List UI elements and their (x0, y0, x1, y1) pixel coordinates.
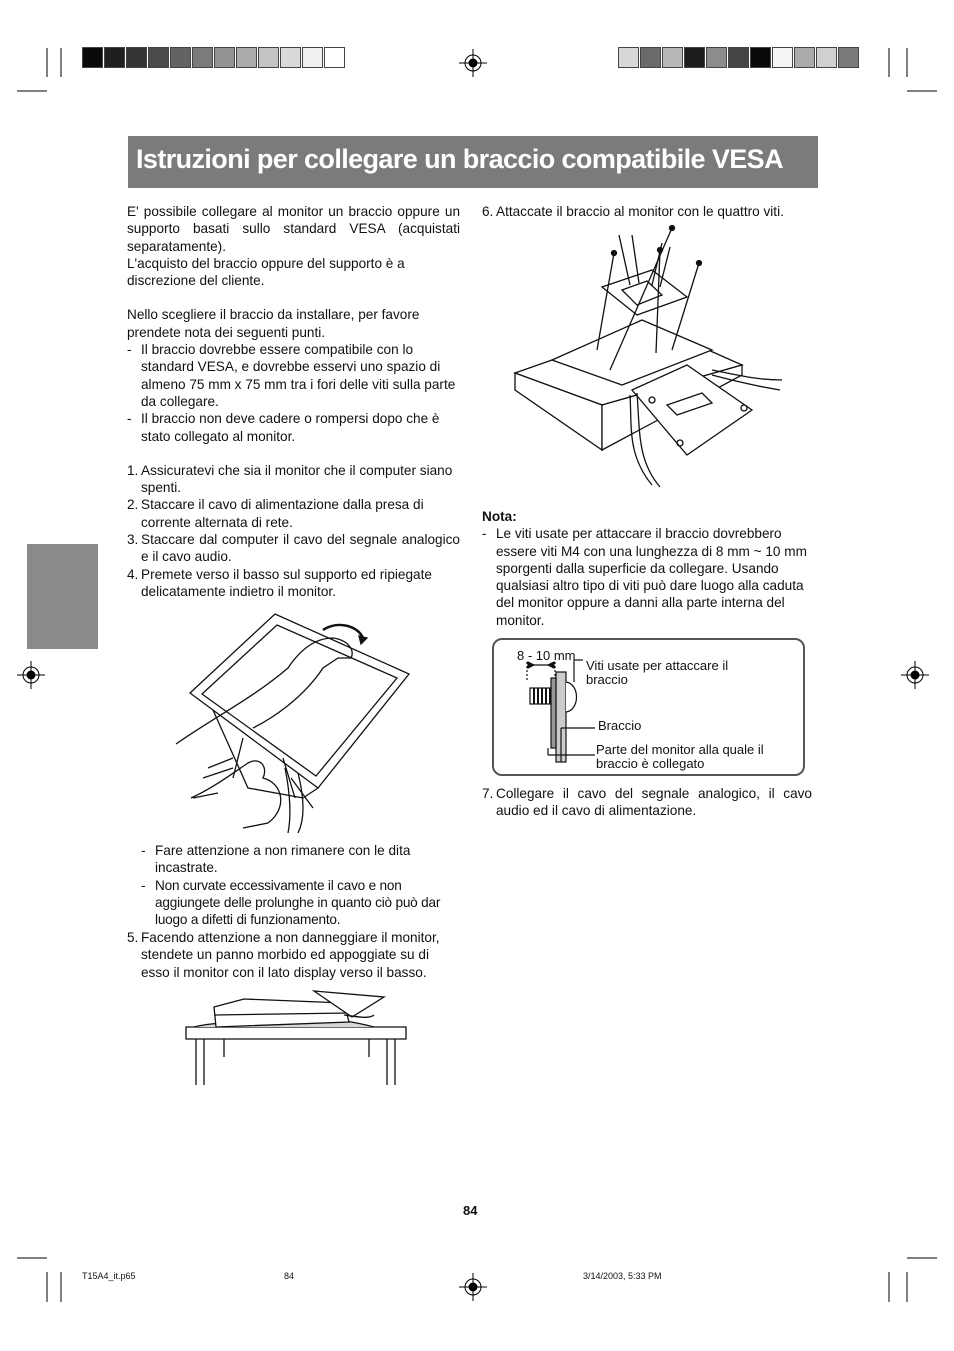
registration-mark-left (17, 661, 45, 689)
grayscale-strip-right (618, 47, 860, 68)
grayscale-strip-left (82, 47, 346, 68)
registration-mark-right (901, 661, 929, 689)
monitor-on-table-illustration (184, 987, 409, 1087)
list-item: - Il braccio non deve cadere o rompersi dopo che è stato collegato al monitor. (127, 411, 440, 444)
cautions-block (141, 842, 461, 928)
footer-datetime: 3/14/2003, 5:33 PM (583, 1271, 662, 1281)
note-title: Nota: (482, 509, 517, 524)
footer-page: 84 (284, 1271, 295, 1281)
left-column (127, 203, 460, 600)
list-item: - Il braccio dovrebbe essere compatibile con lo standard VESA, e dovrebbe esservi uno spazio di almeno 75 mm x 75 mm tra i fori delle viti sulla parte da collegare. (127, 342, 456, 409)
measure-label: 8 - 10 mm (517, 648, 576, 663)
step-item: 7. Collegare il cavo del segnale analogico, il cavo audio ed il cavo di alimentazione. (482, 786, 812, 819)
intro-paragraph-2: L'acquisto del braccio oppure del supporto è a discrezione del cliente. (127, 255, 405, 289)
section-side-tab (27, 544, 98, 649)
page-number: 84 (463, 1203, 478, 1218)
step-5-block (127, 929, 460, 981)
intro-paragraph-3: Nello scegliere il braccio da installare, per favore prendete nota dei seguenti punti. (127, 307, 420, 340)
step-item: 3. Staccare dal computer il cavo del segnale analogico e il cavo audio. (127, 532, 460, 565)
step-7-block (482, 785, 812, 820)
page-title: Istruzioni per collegare un braccio compatibile VESA (136, 144, 783, 174)
attach-arm-illustration (512, 225, 787, 495)
tilt-monitor-illustration (173, 608, 433, 833)
list-item: - Fare attenzione a non rimanere con le dita incastrate. (141, 843, 411, 876)
monitor-part-label: Parte del monitor alla quale il braccio è collegato (596, 742, 764, 771)
intro-paragraph-1: E' possibile collegare al monitor un braccio oppure un supporto basati sullo standard VESA (acquistati separatamente). (127, 204, 460, 254)
screws-label: Viti usate per attaccare il braccio (586, 658, 729, 687)
list-item: - Non curvate eccessivamente il cavo e non aggiungete delle prolunghe in quanto ciò può dar luogo a difetti di funzionamento. (141, 877, 441, 928)
registration-mark-top (459, 49, 487, 77)
note-text: - Le viti usate per attaccare il braccio dovrebbero essere viti M4 con una lunghezza di 8 mm ~ 10 mm sporgenti dalla superficie da collegare. Usando qualsiasi altro tipo di viti può dare luogo alla caduta del monitor oppure a danni alla parte interna del monitor. (482, 526, 807, 628)
title-bar (128, 136, 818, 188)
note-block (482, 508, 812, 629)
step-item: 6. Attaccate il braccio al monitor con le quattro viti. (482, 204, 784, 219)
arm-label: Braccio (598, 718, 642, 733)
step-item: 2. Staccare il cavo di alimentazione dalla presa di corrente alternata di rete. (127, 497, 424, 530)
step-item: 4. Premete verso il basso sul supporto ed ripiegate delicatamente indietro il monitor. (127, 566, 432, 599)
step-item: 5. Facendo attenzione a non danneggiare il monitor, stendete un panno morbido ed appoggiate su di esso il monitor con il lato display verso il basso. (127, 930, 440, 980)
right-column-top (482, 203, 812, 220)
registration-mark-bottom (459, 1273, 487, 1301)
footer-file: T15A4_it.p65 (82, 1271, 136, 1281)
step-item: 1. Assicuratevi che sia il monitor che il computer siano spenti. (127, 462, 453, 496)
